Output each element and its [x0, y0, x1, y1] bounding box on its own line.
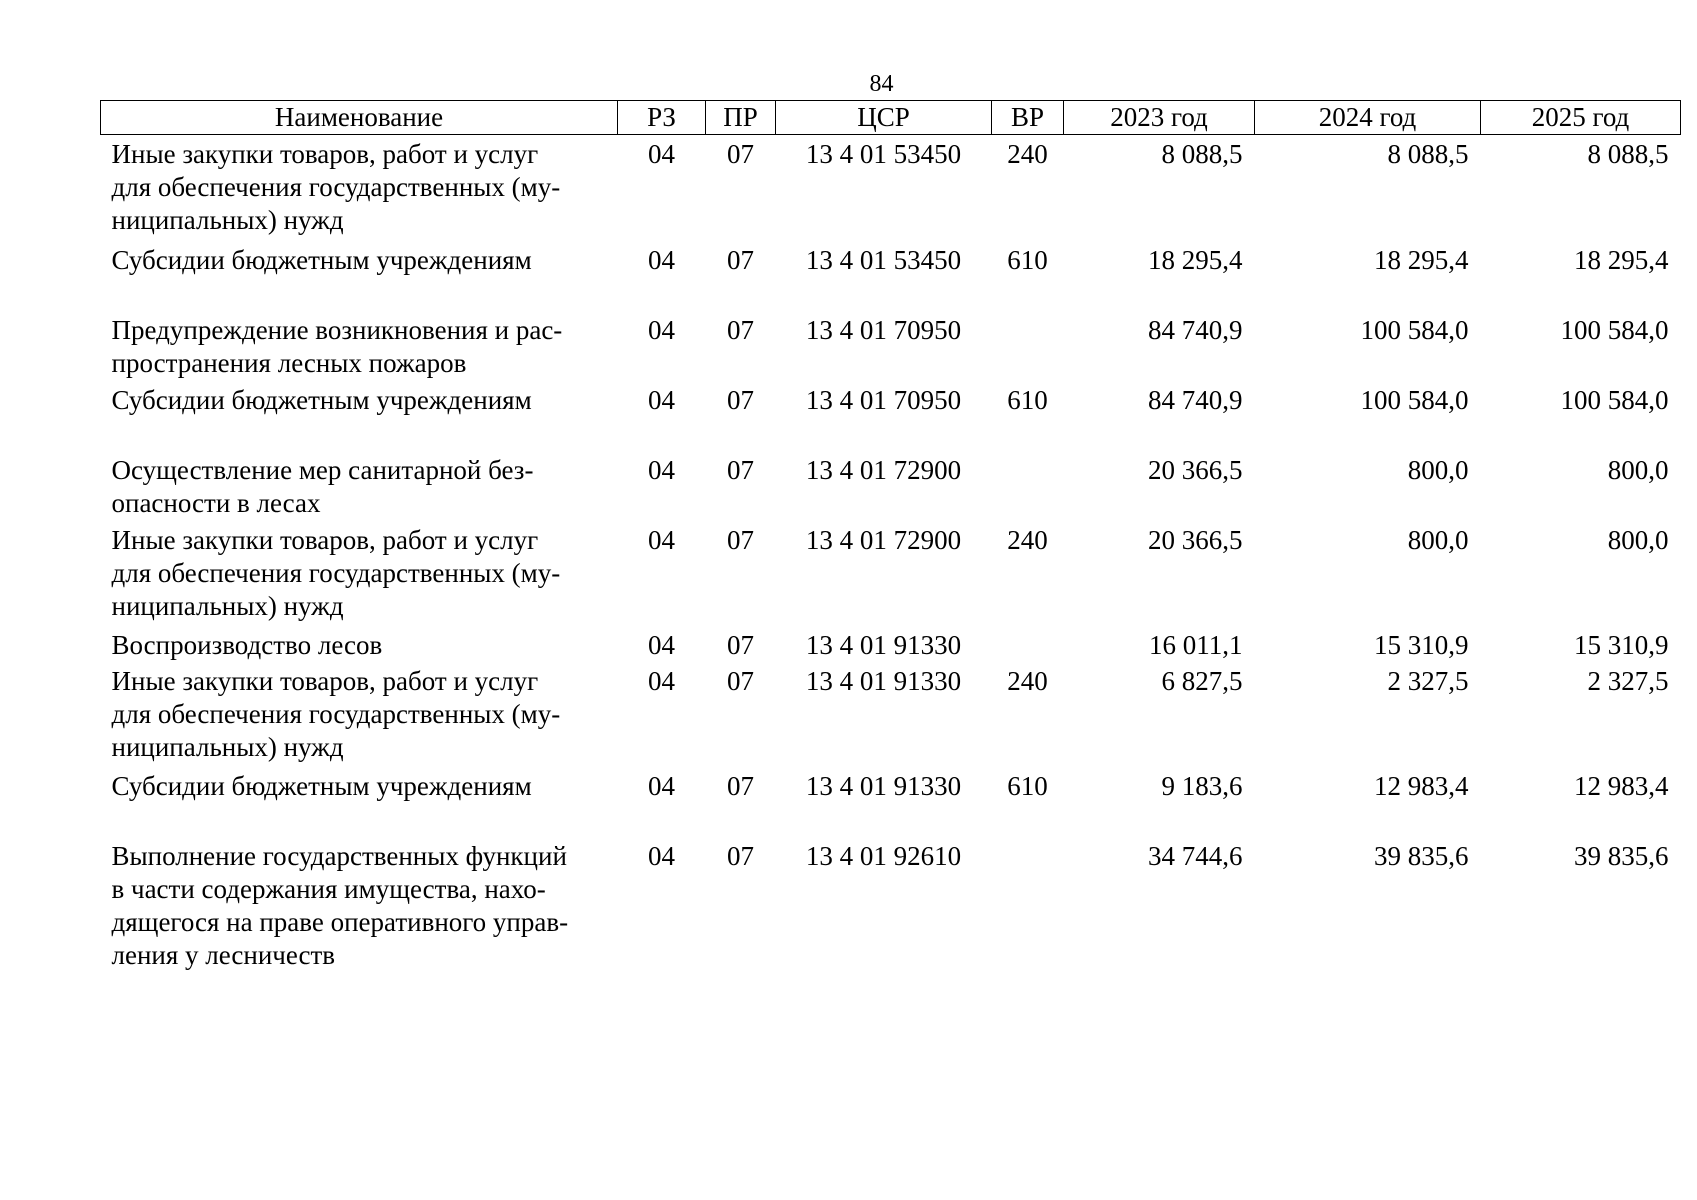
cell-2025: 100 584,0: [1560, 314, 1669, 345]
cell-name: Иные закупки товаров, работ и услуг для обеспечения государственных (му- ниципальных) нужд: [111, 139, 561, 235]
page-number: 84: [869, 71, 894, 97]
cell-rz: 04: [648, 314, 675, 345]
cell-2023: 6 827,5: [1161, 665, 1243, 696]
cell-pr: 07: [727, 770, 754, 801]
table-row: [101, 662, 1681, 767]
cell-2024: 39 835,6: [1374, 840, 1469, 871]
cell-2025: 15 310,9: [1574, 629, 1669, 660]
header-pr: ПР: [706, 101, 776, 135]
cell-csr: 13 4 01 91330: [805, 629, 962, 660]
cell-2023: 84 740,9: [1148, 384, 1243, 415]
cell-rz: 04: [648, 770, 675, 801]
cell-csr: 13 4 01 70950: [805, 384, 962, 415]
cell-2025: 12 983,4: [1574, 770, 1669, 801]
cell-vr: 610: [1007, 770, 1048, 801]
cell-vr: 610: [1007, 384, 1048, 415]
cell-csr: 13 4 01 72900: [805, 454, 962, 485]
cell-2025: 39 835,6: [1574, 840, 1669, 871]
header-name: Наименование: [101, 101, 618, 135]
cell-2025: 800,0: [1607, 454, 1669, 485]
cell-2024: 15 310,9: [1374, 629, 1469, 660]
cell-pr: 07: [727, 384, 754, 415]
cell-2023: 8 088,5: [1161, 139, 1243, 169]
cell-2024: 800,0: [1407, 524, 1469, 555]
header-rz: РЗ: [618, 101, 706, 135]
cell-2023: 84 740,9: [1148, 314, 1243, 345]
cell-2023: 34 744,6: [1148, 840, 1243, 871]
table-row: [101, 767, 1681, 837]
cell-pr: 07: [727, 629, 754, 660]
cell-2023: 16 011,1: [1149, 629, 1243, 660]
cell-2024: 8 088,5: [1387, 139, 1469, 169]
cell-vr: [992, 626, 1064, 662]
cell-2023: 9 183,6: [1161, 770, 1243, 801]
cell-2024: 2 327,5: [1387, 665, 1469, 696]
cell-vr: 240: [1007, 139, 1048, 169]
cell-2024: 100 584,0: [1360, 314, 1469, 345]
cell-csr: 13 4 01 92610: [805, 840, 962, 871]
cell-pr: 07: [727, 244, 754, 275]
budget-table: [100, 100, 1681, 977]
table-row: [101, 451, 1681, 521]
cell-2024: 18 295,4: [1374, 244, 1469, 275]
cell-name: Субсидии бюджетным учреждениям: [111, 384, 532, 415]
cell-name: Осуществление мер санитарной без- опасности в лесах: [111, 454, 534, 518]
cell-name: Иные закупки товаров, работ и услуг для обеспечения государственных (му- ниципальных) нужд: [111, 665, 561, 762]
cell-pr: 07: [727, 840, 754, 871]
cell-rz: 04: [648, 840, 675, 871]
cell-csr: 13 4 01 70950: [805, 314, 962, 345]
table-row: [101, 311, 1681, 381]
cell-vr: [992, 311, 1064, 381]
table-header-row: [101, 101, 1681, 135]
cell-name: Предупреждение возникновения и рас- пространения лесных пожаров: [111, 314, 563, 378]
cell-name: Выполнение государственных функций в части содержания имущества, нахо- дящегося на праве оперативного управ- ления у лесничеств: [111, 840, 569, 970]
table-row: [101, 837, 1681, 977]
cell-vr: [992, 451, 1064, 521]
cell-vr: [992, 837, 1064, 977]
cell-2024: 800,0: [1407, 454, 1469, 485]
cell-pr: 07: [727, 454, 754, 485]
cell-pr: 07: [727, 314, 754, 345]
header-vr: ВР: [992, 101, 1064, 135]
table-row: [101, 135, 1681, 241]
cell-csr: 13 4 01 53450: [805, 244, 962, 275]
cell-rz: 04: [648, 665, 675, 696]
cell-2025: 8 088,5: [1587, 139, 1669, 169]
cell-2024: 12 983,4: [1374, 770, 1469, 801]
cell-vr: 240: [1007, 524, 1048, 555]
cell-2025: 18 295,4: [1574, 244, 1669, 275]
cell-2025: 800,0: [1607, 524, 1669, 555]
cell-rz: 04: [648, 454, 675, 485]
table-row: [101, 626, 1681, 662]
cell-name: Субсидии бюджетным учреждениям: [111, 244, 532, 275]
cell-name: Иные закупки товаров, работ и услуг для обеспечения государственных (му- ниципальных) нужд: [111, 524, 561, 621]
cell-pr: 07: [727, 524, 754, 555]
cell-csr: 13 4 01 91330: [805, 665, 962, 696]
table-row: [101, 241, 1681, 311]
cell-rz: 04: [648, 524, 675, 555]
cell-csr: 13 4 01 72900: [805, 524, 962, 555]
cell-2023: 20 366,5: [1148, 524, 1243, 555]
cell-vr: 610: [1007, 244, 1048, 275]
cell-pr: 07: [727, 139, 754, 169]
header-csr: ЦСР: [776, 101, 992, 135]
cell-name: Субсидии бюджетным учреждениям: [111, 770, 532, 801]
cell-rz: 04: [648, 629, 675, 660]
header-2024: 2024 год: [1255, 101, 1481, 135]
cell-rz: 04: [648, 139, 675, 169]
table-row: [101, 381, 1681, 451]
cell-2025: 100 584,0: [1560, 384, 1669, 415]
cell-2024: 100 584,0: [1360, 384, 1469, 415]
cell-2023: 18 295,4: [1148, 244, 1243, 275]
header-2023: 2023 год: [1064, 101, 1255, 135]
cell-rz: 04: [648, 244, 675, 275]
cell-2025: 2 327,5: [1587, 665, 1669, 696]
cell-name: Воспроизводство лесов: [111, 629, 383, 660]
header-2025: 2025 год: [1481, 101, 1681, 135]
cell-csr: 13 4 01 91330: [805, 770, 962, 801]
cell-vr: 240: [1007, 665, 1048, 696]
cell-2023: 20 366,5: [1148, 454, 1243, 485]
cell-csr: 13 4 01 53450: [805, 139, 962, 169]
cell-rz: 04: [648, 384, 675, 415]
table-row: [101, 521, 1681, 626]
cell-pr: 07: [727, 665, 754, 696]
